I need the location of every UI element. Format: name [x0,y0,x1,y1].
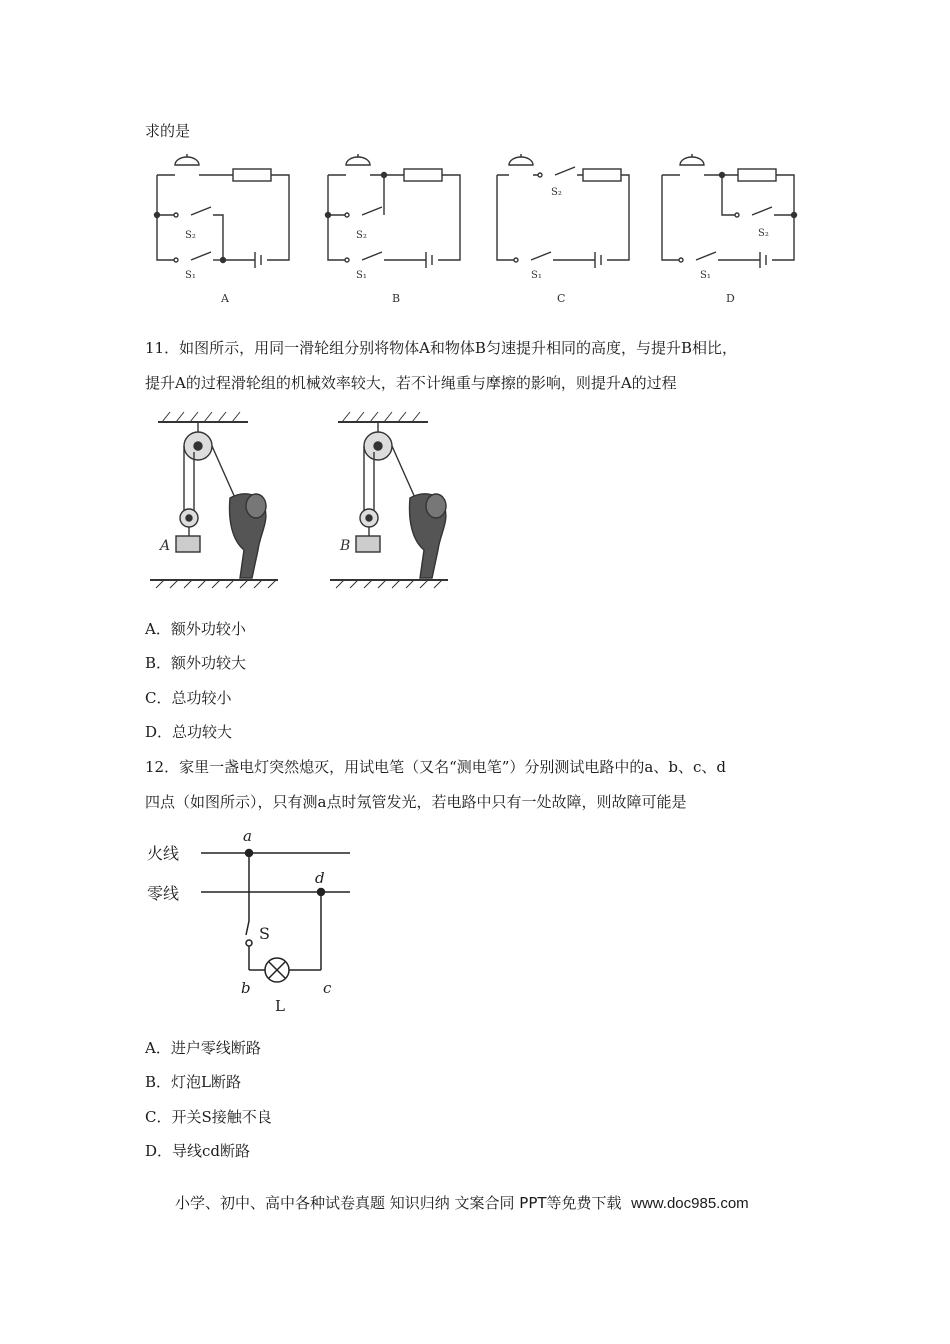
switch-label: S₂ [758,228,769,239]
point-c-label: c [323,979,332,997]
figure-label: A [221,292,229,305]
footer-url[interactable]: www.doc985.com [631,1195,749,1212]
object-label-a: A [160,538,171,554]
pulley-figure-a [150,412,278,588]
q12-option-a[interactable]: A．进户零线断路 [145,1039,261,1057]
point-b-label: b [241,979,251,997]
switch-label: S₂ [551,187,562,198]
question-tail: 求的是 [145,122,191,140]
switch-label: S₁ [700,270,711,281]
q11-option-a[interactable]: A．额外功较小 [145,620,246,638]
switch-label: S₁ [185,270,196,281]
q11-option-c[interactable]: C．总功较小 [145,689,232,707]
point-d-label: d [315,869,325,887]
circuit-figures [140,150,810,310]
q11-text-line2: 提升A的过程滑轮组的机械效率较大，若不计绳重与摩擦的影响，则提升A的过程 [145,374,677,392]
neutral-wire-label: 零线 [147,884,180,903]
point-a-label: a [243,827,252,845]
q12-option-c[interactable]: C．开关S接触不良 [145,1108,272,1126]
figure-label: B [392,292,401,305]
circuit-c [497,154,629,305]
switch-label: S₁ [531,270,542,281]
circuit-a [155,154,290,305]
switch-label: S₂ [185,230,196,241]
q11-option-d[interactable]: D．总功较大 [145,723,233,741]
pulley-figure-b [330,412,448,588]
q12-text-line1: 12．家里一盏电灯突然熄灭，用试电笔（又名“测电笔”）分别测试电路中的a、b、c、d [145,758,726,776]
switch-label: S₁ [356,270,367,281]
q12-option-d[interactable]: D．导线cd断路 [145,1142,251,1160]
lamp-l-label: L [275,997,285,1015]
q12-option-b[interactable]: B．灯泡L断路 [145,1073,241,1091]
q11-option-b[interactable]: B．额外功较大 [145,654,247,672]
live-wire-label: 火线 [147,844,180,863]
object-label-b: B [340,538,351,554]
switch-label: S₂ [356,230,367,241]
switch-s-label: S [259,924,270,943]
house-circuit-figure [145,825,365,1020]
figure-label: D [726,292,735,305]
figure-label: C [557,292,566,305]
circuit-b [326,154,461,305]
footer [175,1192,749,1213]
q12-text-line2: 四点（如图所示），只有测a点时氖管发光，若电路中只有一处故障，则故障可能是 [145,793,687,811]
pulley-figures [148,410,448,595]
circuit-d [662,154,797,305]
q11-text-line1: 11．如图所示，用同一滑轮组分别将物体A和物体B匀速提升相同的高度，与提升B相比， [145,339,737,357]
footer-text: 小学、初中、高中各种试卷真题 知识归纳 文案合同 PPT等免费下载 [175,1194,622,1212]
